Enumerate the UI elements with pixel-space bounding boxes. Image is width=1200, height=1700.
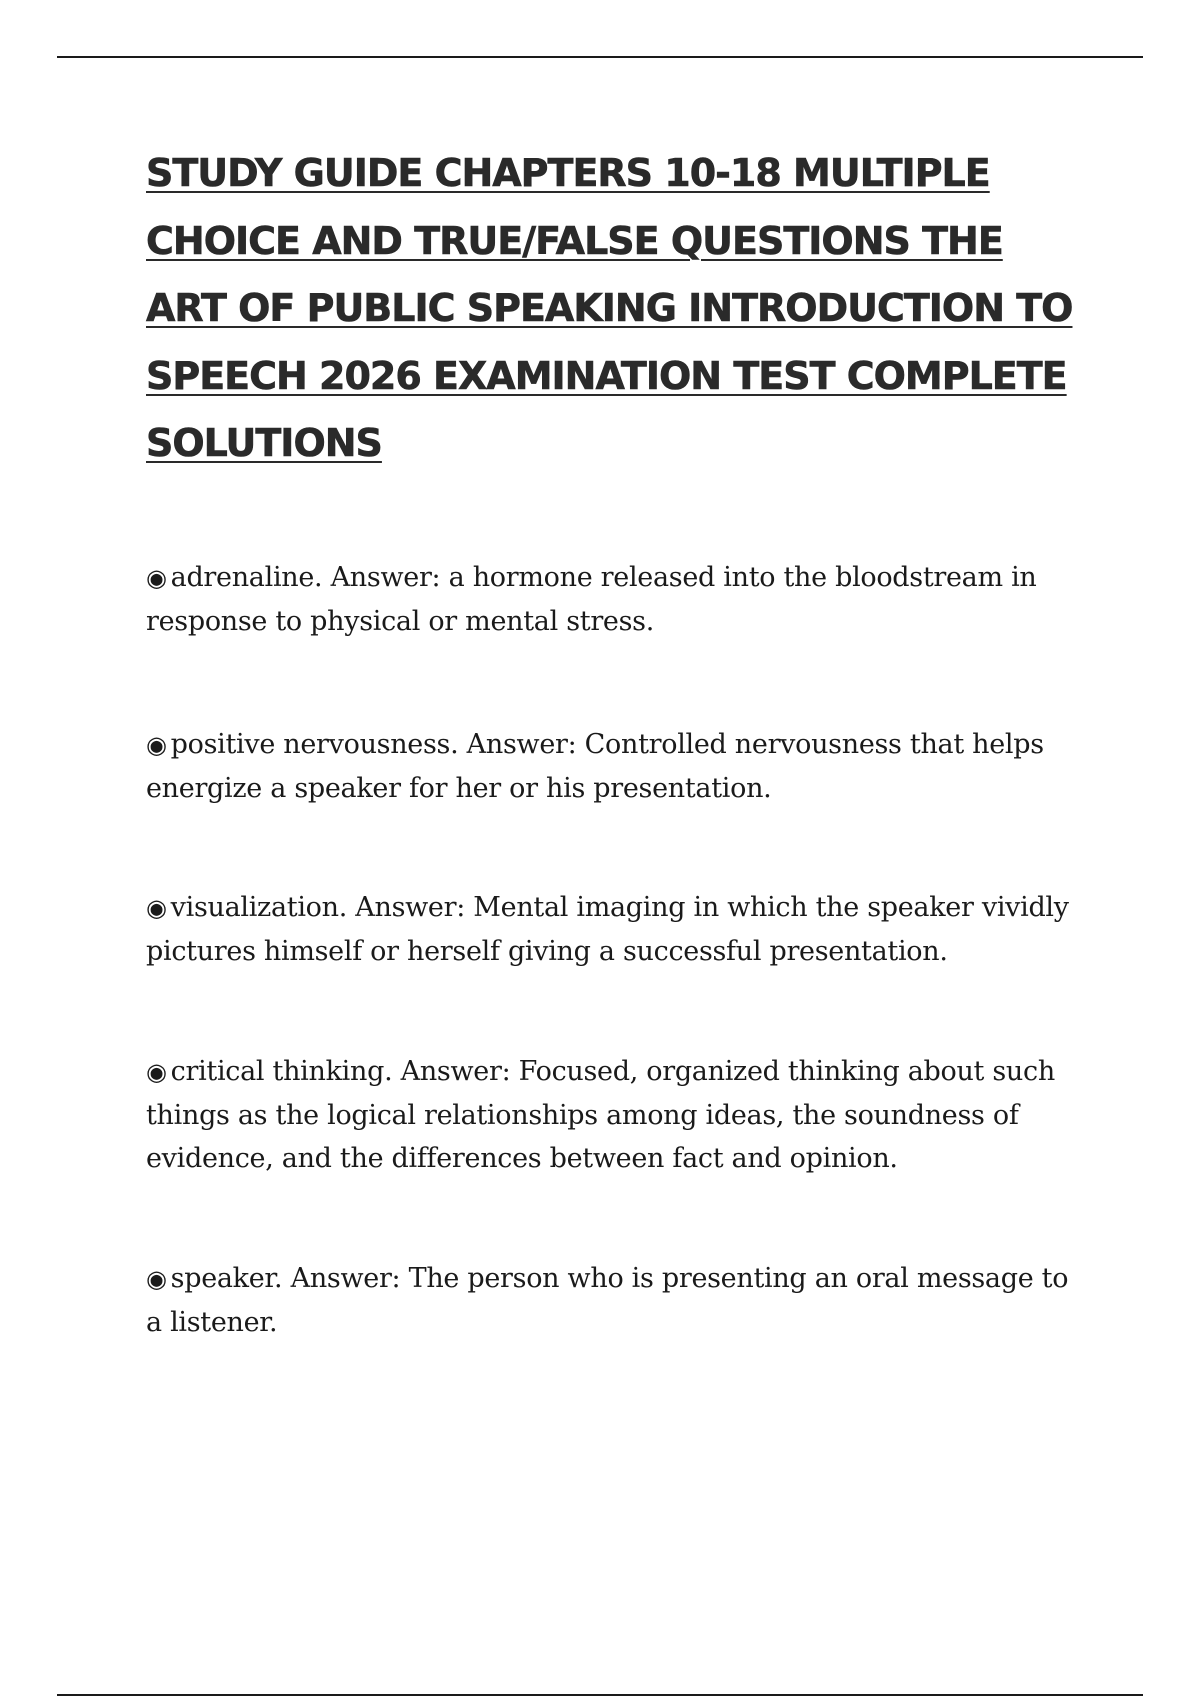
entry-text: visualization. Answer: Mental imaging in which the speaker vividly pictures himself or herself giving a successful presentation. (146, 892, 1069, 967)
radio-bullet-icon: ◉ (146, 731, 167, 759)
radio-bullet-icon: ◉ (146, 1265, 167, 1293)
qa-entry-speaker (146, 1257, 1086, 1344)
radio-bullet-icon: ◉ (146, 1058, 167, 1086)
radio-bullet-icon: ◉ (146, 564, 167, 592)
entry-text: positive nervousness. Answer: Controlled nervousness that helps energize a speaker for her or his presentation. (146, 729, 1044, 804)
qa-entry-adrenaline (146, 556, 1086, 643)
entry-text: critical thinking. Answer: Focused, organized thinking about such things as the logical relationships among ideas, the soundness of evidence, and the differences between fact and opinion. (146, 1056, 1055, 1174)
entry-text: speaker. Answer: The person who is presenting an oral message to a listener. (146, 1263, 1069, 1338)
entry-text: adrenaline. Answer: a hormone released into the bloodstream in response to physical or mental stress. (146, 562, 1037, 637)
qa-entry-visualization (146, 886, 1086, 973)
footer-rule (57, 1694, 1143, 1696)
document-title: STUDY GUIDE CHAPTERS 10-18 MULTIPLE CHOICE AND TRUE/FALSE QUESTIONS THE ART OF PUBLIC SPEAKING INTRODUCTION TO SPEECH 2026 EXAMINATION TEST COMPLETE SOLUTIONS (146, 151, 1073, 465)
qa-entry-positive-nervousness (146, 723, 1086, 810)
qa-entry-critical-thinking (146, 1050, 1086, 1180)
header-rule (57, 56, 1143, 58)
radio-bullet-icon: ◉ (146, 894, 167, 922)
